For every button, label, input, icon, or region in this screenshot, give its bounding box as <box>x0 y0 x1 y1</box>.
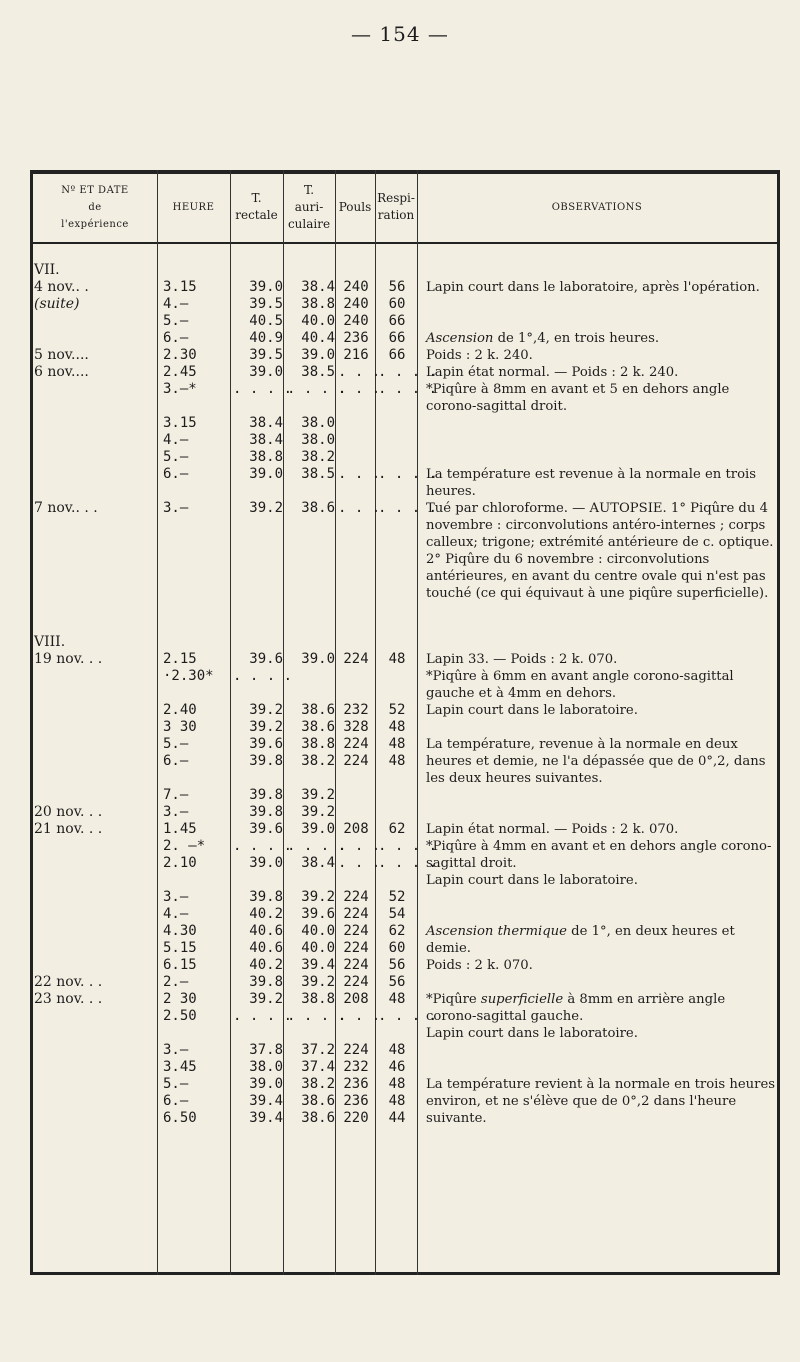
respiration-cell: 52 <box>388 889 406 905</box>
rectale-cell: 39.5 <box>249 296 283 312</box>
auriculaire-cell: 39.2 <box>301 974 335 990</box>
heure-cell: 2.40 <box>163 702 197 718</box>
heure-cell: 6.— <box>163 753 189 769</box>
auriculaire-cell: 40.4 <box>301 330 335 346</box>
auriculaire-cell: . . . . <box>287 381 347 397</box>
rectale-cell: . . . . <box>233 668 293 684</box>
rectale-cell: 40.6 <box>249 923 283 939</box>
rectale-cell: 39.2 <box>249 702 283 718</box>
heure-cell: 4.— <box>163 296 189 312</box>
rectale-cell: 39.0 <box>249 855 283 871</box>
respiration-cell: 48 <box>388 719 406 735</box>
pouls-cell: 220 <box>343 1110 369 1126</box>
observation-text: Lapin 33. — Poids : 2 k. 070. <box>426 652 618 667</box>
auriculaire-cell: 39.2 <box>301 889 335 905</box>
observation-text: *Piqûre à 4mm en avant et en dehors angle corono-sagittal droit. <box>426 839 772 871</box>
observation-text: *Piqûre à 6mm en avant angle corono-sagittal gauche et à 4mm en dehors. <box>426 669 734 701</box>
observation-text: Ascension thermique de 1°, en deux heures et demie. <box>426 924 735 956</box>
auriculaire-cell: 39.4 <box>301 957 335 973</box>
rectale-cell: 39.6 <box>249 821 283 837</box>
date-cell: 4 nov.. . <box>34 279 89 295</box>
pouls-cell: . . . <box>338 855 381 871</box>
heure-cell: 3.— <box>163 804 189 820</box>
rectale-cell: 39.2 <box>249 719 283 735</box>
rectale-cell: 38.4 <box>249 432 283 448</box>
observation-text: Poids : 2 k. 240. <box>426 348 533 363</box>
pouls-cell: 224 <box>343 736 369 752</box>
respiration-cell: . . . . <box>378 466 438 482</box>
observation-text: Ascension de 1°,4, en trois heures. <box>426 331 660 346</box>
respiration-cell: 60 <box>388 940 406 956</box>
rectale-cell: 39.0 <box>249 364 283 380</box>
heure-cell: 6.50 <box>163 1110 197 1126</box>
date-cell: (suite) <box>34 296 80 312</box>
date-cell: 21 nov. . . <box>34 821 103 837</box>
respiration-cell: 44 <box>388 1110 406 1126</box>
heure-cell: 2. —* <box>163 838 206 854</box>
pouls-cell: . . . <box>338 466 381 482</box>
respiration-cell: 54 <box>388 906 406 922</box>
pouls-cell: 224 <box>343 957 369 973</box>
pouls-cell: 236 <box>343 1076 369 1092</box>
rectale-cell: 39.4 <box>249 1093 283 1109</box>
heure-cell: 5.— <box>163 1076 189 1092</box>
date-cell: 6 nov.... <box>34 364 89 380</box>
auriculaire-cell: . . . . <box>287 1008 347 1024</box>
pouls-cell: 224 <box>343 889 369 905</box>
respiration-cell: 60 <box>388 296 406 312</box>
pouls-cell: 240 <box>343 296 369 312</box>
rectale-cell: . . . . <box>233 1008 293 1024</box>
heure-cell: 4.— <box>163 432 189 448</box>
heure-cell: 5.— <box>163 449 189 465</box>
auriculaire-cell: 38.4 <box>301 279 335 295</box>
page-number: — 154 — <box>351 22 449 46</box>
rectale-cell: 39.8 <box>249 974 283 990</box>
heure-cell: 6.— <box>163 1093 189 1109</box>
rectale-cell: 40.6 <box>249 940 283 956</box>
rectale-cell: 37.8 <box>249 1042 283 1058</box>
pouls-cell: 236 <box>343 1093 369 1109</box>
pouls-cell: . . . <box>338 381 381 397</box>
heure-cell: 7.— <box>163 787 189 803</box>
column-divider <box>335 170 336 1275</box>
heure-cell: 3.15 <box>163 279 197 295</box>
observation-text: La température, revenue à la normale en deux heures et demie, ne l'a dépassée que de 0°,2, dans les deux heures suivantes. <box>426 737 766 786</box>
rectale-cell: 40.5 <box>249 313 283 329</box>
auriculaire-cell: 39.0 <box>301 347 335 363</box>
auriculaire-cell: 38.8 <box>301 736 335 752</box>
heure-cell: 2 30 <box>163 991 197 1007</box>
observation-text: *Piqûre superficielle à 8mm en arrière angle corono-sagittal gauche. <box>426 992 726 1024</box>
rectale-cell: 39.0 <box>249 466 283 482</box>
heure-cell: 3.45 <box>163 1059 197 1075</box>
respiration-cell: 48 <box>388 1042 406 1058</box>
pouls-cell: 216 <box>343 347 369 363</box>
rectale-cell: 38.0 <box>249 1059 283 1075</box>
auriculaire-cell: 39.2 <box>301 787 335 803</box>
auriculaire-cell: 38.5 <box>301 466 335 482</box>
rectale-cell: 39.8 <box>249 753 283 769</box>
observation-text: Tué par chloroforme. — AUTOPSIE. 1° Piqûre du 4 novembre : circonvolutions antéro-internes ; corps calleux; trigone; extrémité antérieure de c. optique. 2° Piqûre du 6 novembre : circonvolutions antérieures, en avant du centre ovale qui n'est pas touché (ce qui équivaut à une piqûre superficielle). <box>426 501 774 601</box>
auriculaire-cell: . . . . <box>287 838 347 854</box>
header-respiration: Respi- ration <box>377 191 415 222</box>
auriculaire-cell: 38.6 <box>301 1110 335 1126</box>
date-cell: 20 nov. . . <box>34 804 103 820</box>
observation-text: Poids : 2 k. 070. <box>426 958 533 973</box>
rectale-cell: 39.6 <box>249 736 283 752</box>
respiration-cell: 56 <box>388 279 406 295</box>
heure-cell: 2.15 <box>163 651 197 667</box>
rectale-cell: 39.6 <box>249 651 283 667</box>
auriculaire-cell: 38.6 <box>301 500 335 516</box>
respiration-cell: . . . . <box>378 364 438 380</box>
column-divider <box>157 170 158 1275</box>
header-divider <box>30 242 780 244</box>
heure-cell: 4.30 <box>163 923 197 939</box>
auriculaire-cell: 38.0 <box>301 432 335 448</box>
pouls-cell: 236 <box>343 330 369 346</box>
respiration-cell: 48 <box>388 736 406 752</box>
observation-text: La température revient à la normale en trois heures environ, et ne s'élève que de 0°,2 dans l'heure suivante. <box>426 1077 776 1126</box>
pouls-cell: . . . <box>338 838 381 854</box>
pouls-cell: . . . <box>338 1008 381 1024</box>
pouls-cell: . . . <box>338 500 381 516</box>
date-cell: 23 nov. . . <box>34 991 103 1007</box>
pouls-cell: 208 <box>343 821 369 837</box>
auriculaire-cell: 39.0 <box>301 651 335 667</box>
pouls-cell: 232 <box>343 702 369 718</box>
respiration-cell: 52 <box>388 702 406 718</box>
auriculaire-cell: 38.8 <box>301 296 335 312</box>
rectale-cell: 40.2 <box>249 957 283 973</box>
respiration-cell: 48 <box>388 1076 406 1092</box>
rectale-cell: 40.9 <box>249 330 283 346</box>
date-cell: 7 nov.. . . <box>34 500 98 516</box>
pouls-cell: 224 <box>343 651 369 667</box>
heure-cell: 5.— <box>163 313 189 329</box>
observation-text: Lapin état normal. — Poids : 2 k. 240. <box>426 365 679 380</box>
heure-cell: 4.— <box>163 906 189 922</box>
column-divider <box>283 170 284 1275</box>
rectale-cell: 39.4 <box>249 1110 283 1126</box>
heure-cell: 2.10 <box>163 855 197 871</box>
rectale-cell: 39.8 <box>249 889 283 905</box>
heure-cell: 3.— <box>163 889 189 905</box>
rectale-cell: 39.2 <box>249 991 283 1007</box>
column-divider <box>375 170 376 1275</box>
pouls-cell: 240 <box>343 313 369 329</box>
respiration-cell: . . . . <box>378 500 438 516</box>
heure-cell: 6.15 <box>163 957 197 973</box>
pouls-cell: 240 <box>343 279 369 295</box>
pouls-cell: 224 <box>343 906 369 922</box>
respiration-cell: . . . . <box>378 381 438 397</box>
date-cell: 5 nov.... <box>34 347 89 363</box>
heure-cell: 2.— <box>163 974 189 990</box>
rectale-cell: 38.4 <box>249 415 283 431</box>
respiration-cell: 56 <box>388 957 406 973</box>
rectale-cell: . . . . <box>233 838 293 854</box>
auriculaire-cell: 38.2 <box>301 753 335 769</box>
rectale-cell: . . . . <box>233 381 293 397</box>
pouls-cell: 224 <box>343 1042 369 1058</box>
heure-cell: 1.45 <box>163 821 197 837</box>
header-pouls: Pouls <box>338 199 372 214</box>
pouls-cell: 224 <box>343 940 369 956</box>
respiration-cell: 46 <box>388 1059 406 1075</box>
pouls-cell: 224 <box>343 974 369 990</box>
observation-text: Lapin état normal. — Poids : 2 k. 070. <box>426 822 679 837</box>
observation-text: Lapin court dans le laboratoire. <box>426 703 638 718</box>
header-heure: HEURE <box>172 201 215 213</box>
pouls-cell: 224 <box>343 753 369 769</box>
observation-text: Lapin court dans le laboratoire. <box>426 873 638 888</box>
heure-cell: 2.50 <box>163 1008 197 1024</box>
heure-cell: 3.15 <box>163 415 197 431</box>
respiration-cell: 66 <box>388 330 406 346</box>
heure-cell: 2.45 <box>163 364 197 380</box>
date-cell: VIII. <box>34 634 66 650</box>
date-cell: 19 nov. . . <box>34 651 103 667</box>
heure-cell: 3.— <box>163 500 189 516</box>
auriculaire-cell: 37.4 <box>301 1059 335 1075</box>
observation-text: Lapin court dans le laboratoire, après l'opération. <box>426 280 760 295</box>
pouls-cell: . . . <box>338 364 381 380</box>
rectale-cell: 40.2 <box>249 906 283 922</box>
rectale-cell: 39.8 <box>249 787 283 803</box>
auriculaire-cell: 38.2 <box>301 449 335 465</box>
pouls-cell: 328 <box>343 719 369 735</box>
date-cell: 22 nov. . . <box>34 974 103 990</box>
heure-cell: 6.— <box>163 330 189 346</box>
column-divider <box>417 170 418 1275</box>
auriculaire-cell: 37.2 <box>301 1042 335 1058</box>
respiration-cell: 66 <box>388 347 406 363</box>
auriculaire-cell: 40.0 <box>301 940 335 956</box>
heure-cell: 5.15 <box>163 940 197 956</box>
heure-cell: ·2.30* <box>163 668 214 684</box>
observation-text: Lapin court dans le laboratoire. <box>426 1026 638 1041</box>
heure-cell: 3 30 <box>163 719 197 735</box>
auriculaire-cell: 39.6 <box>301 906 335 922</box>
auriculaire-cell: 38.0 <box>301 415 335 431</box>
rectale-cell: 39.8 <box>249 804 283 820</box>
respiration-cell: 48 <box>388 651 406 667</box>
header-rectale: T. rectale <box>235 191 278 222</box>
respiration-cell: 56 <box>388 974 406 990</box>
rectale-cell: 39.2 <box>249 500 283 516</box>
auriculaire-cell: 38.6 <box>301 702 335 718</box>
respiration-cell: 48 <box>388 753 406 769</box>
pouls-cell: 224 <box>343 923 369 939</box>
rectale-cell: 39.0 <box>249 279 283 295</box>
auriculaire-cell: 39.0 <box>301 821 335 837</box>
auriculaire-cell: 38.8 <box>301 991 335 1007</box>
date-cell: VII. <box>34 262 60 278</box>
respiration-cell: . . . . <box>378 1008 438 1024</box>
observation-text: La température est revenue à la normale en trois heures. <box>426 467 756 499</box>
rectale-cell: 39.5 <box>249 347 283 363</box>
rectale-cell: 38.8 <box>249 449 283 465</box>
auriculaire-cell: 38.2 <box>301 1076 335 1092</box>
observation-text: *Piqûre à 8mm en avant et 5 en dehors angle corono-sagittal droit. <box>426 382 730 414</box>
respiration-cell: . . . . <box>378 838 438 854</box>
header-auriculaire: T. auri- culaire <box>287 182 331 231</box>
pouls-cell: 208 <box>343 991 369 1007</box>
respiration-cell: 48 <box>388 1093 406 1109</box>
rectale-cell: 39.0 <box>249 1076 283 1092</box>
heure-cell: 3.—* <box>163 381 197 397</box>
auriculaire-cell: 38.4 <box>301 855 335 871</box>
respiration-cell: . . . . <box>378 855 438 871</box>
pouls-cell: 232 <box>343 1059 369 1075</box>
respiration-cell: 62 <box>388 923 406 939</box>
auriculaire-cell: 38.6 <box>301 1093 335 1109</box>
header-date: Nº ET DATE de l'expérience <box>61 184 129 230</box>
header-observations: OBSERVATIONS <box>551 201 643 213</box>
heure-cell: 5.— <box>163 736 189 752</box>
heure-cell: 3.— <box>163 1042 189 1058</box>
respiration-cell: 66 <box>388 313 406 329</box>
heure-cell: 6.— <box>163 466 189 482</box>
auriculaire-cell: 39.2 <box>301 804 335 820</box>
auriculaire-cell: 38.6 <box>301 719 335 735</box>
respiration-cell: 62 <box>388 821 406 837</box>
column-divider <box>230 170 231 1275</box>
respiration-cell: 48 <box>388 991 406 1007</box>
auriculaire-cell: 38.5 <box>301 364 335 380</box>
auriculaire-cell: 40.0 <box>301 313 335 329</box>
heure-cell: 2.30 <box>163 347 197 363</box>
auriculaire-cell: 40.0 <box>301 923 335 939</box>
